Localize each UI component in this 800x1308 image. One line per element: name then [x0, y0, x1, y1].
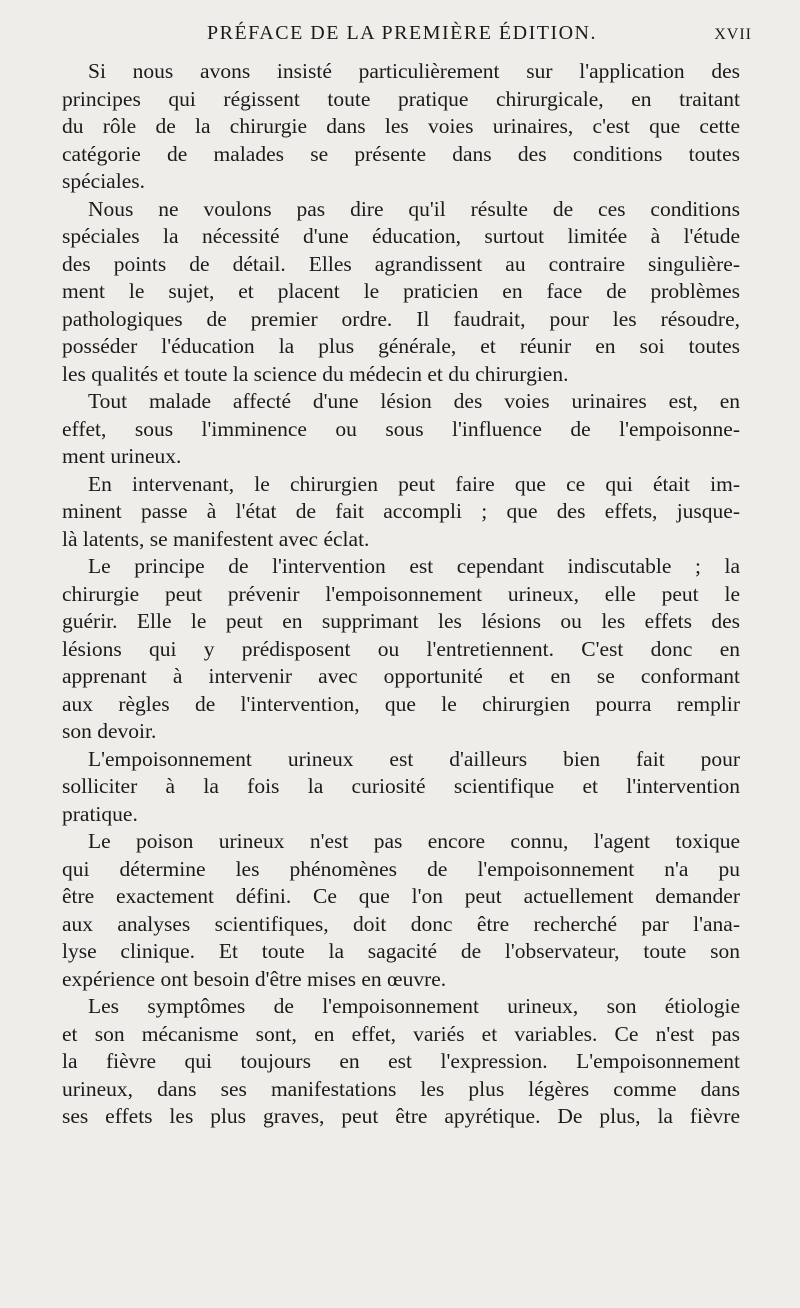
text-line: aux règles de l'intervention, que le chirurgien pourra remplir: [62, 691, 740, 716]
running-title: PRÉFACE DE LA PREMIÈRE ÉDITION.: [206, 22, 597, 44]
text-line: expérience ont besoin d'être mises en œuvre.: [62, 966, 447, 991]
body-text: [62, 58, 740, 1131]
text-line: Les symptômes de l'empoisonnement urineux, son étiologie: [88, 994, 740, 1018]
text-line: En intervenant, le chirurgien peut faire que ce qui était im-: [88, 471, 740, 496]
text-line: chirurgie peut prévenir l'empoisonnement urineux, elle peut le: [62, 581, 740, 606]
running-head: [62, 10, 752, 46]
text-line: pathologiques de premier ordre. Il faudrait, pour les résoudre,: [62, 306, 740, 331]
text-line: spéciales.: [62, 169, 145, 193]
text-line: Nous ne voulons pas dire qu'il résulte de ces conditions: [88, 196, 740, 221]
text-line: Le principe de l'intervention est cependant indiscutable ; la: [88, 554, 740, 578]
text-line: lyse clinique. Et toute la sagacité de l'observateur, toute son: [62, 939, 740, 963]
text-line: pratique.: [62, 801, 138, 826]
text-line: son devoir.: [62, 719, 157, 743]
text-line: du rôle de la chirurgie dans les voies urinaires, c'est que cette: [62, 114, 740, 138]
text-line: principes qui régissent toute pratique chirurgicale, en traitant: [62, 86, 740, 111]
text-line: solliciter à la fois la curiosité scientifique et l'intervention: [62, 774, 740, 798]
text-line: aux analyses scientifiques, doit donc être recherché par l'ana-: [62, 911, 740, 936]
text-line: être exactement défini. Ce que l'on peut actuellement demander: [62, 884, 740, 908]
text-line: la fièvre qui toujours en est l'expression. L'empoisonnement: [62, 1049, 740, 1073]
text-line: spéciales la nécessité d'une éducation, surtout limitée à l'étude: [62, 224, 740, 248]
text-line: là latents, se manifestent avec éclat.: [62, 526, 370, 551]
text-line: effet, sous l'imminence ou sous l'influence de l'empoisonne-: [62, 416, 740, 441]
text-line: L'empoisonnement urineux est d'ailleurs bien fait pour: [88, 746, 740, 771]
text-line: qui détermine les phénomènes de l'empoisonnement n'a pu: [62, 856, 740, 881]
text-line: Si nous avons insisté particulièrement sur l'application des: [88, 59, 740, 83]
text-line: et son mécanisme sont, en effet, variés et variables. Ce n'est pas: [62, 1021, 740, 1046]
text-line: apprenant à intervenir avec opportunité et en se conformant: [62, 664, 740, 688]
text-line: des points de détail. Elles agrandissent au contraire singulière-: [62, 251, 740, 276]
text-line: ses effets les plus graves, peut être apyrétique. De plus, la fièvre: [62, 1104, 740, 1128]
text-line: ment urineux.: [62, 444, 182, 468]
text-line: les qualités et toute la science du médecin et du chirurgien.: [62, 361, 569, 386]
text-line: lésions qui y prédisposent ou l'entretiennent. C'est donc en: [62, 636, 740, 661]
text-line: Le poison urineux n'est pas encore connu, l'agent toxique: [88, 829, 740, 853]
text-line: ment le sujet, et placent le praticien en face de problèmes: [62, 279, 740, 303]
text-line: posséder l'éducation la plus générale, et réunir en soi toutes: [62, 334, 740, 358]
text-line: Tout malade affecté d'une lésion des voies urinaires est, en: [88, 389, 740, 413]
text-line: guérir. Elle le peut en supprimant les lésions ou les effets des: [62, 609, 740, 633]
text-line: urineux, dans ses manifestations les plus légères comme dans: [62, 1076, 740, 1101]
page-number: XVII: [714, 26, 752, 43]
text-line: minent passe à l'état de fait accompli ; que des effets, jusque-: [62, 499, 740, 523]
text-line: catégorie de malades se présente dans des conditions toutes: [62, 141, 740, 166]
